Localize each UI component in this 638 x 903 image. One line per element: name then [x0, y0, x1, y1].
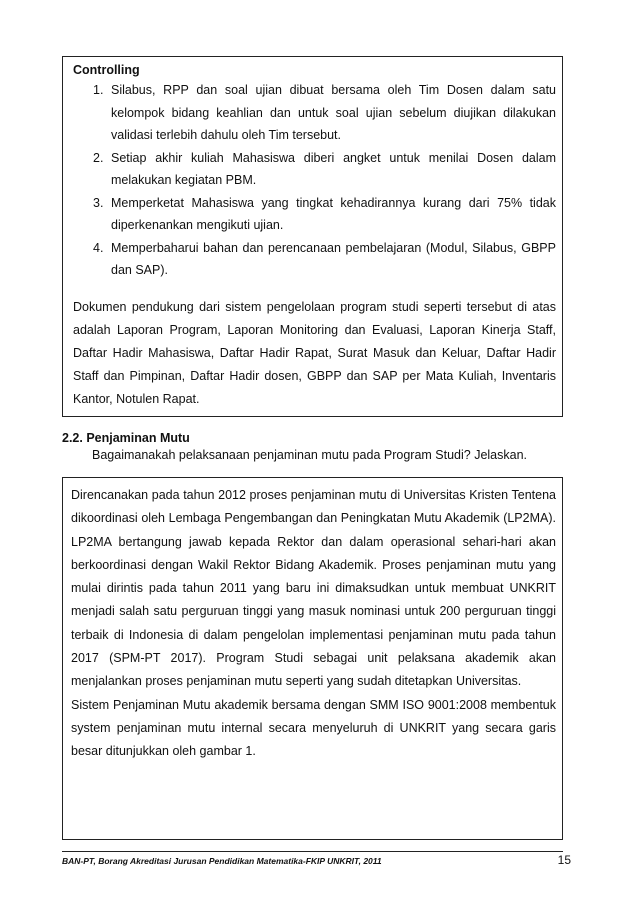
section-question: Bagaimanakah pelaksanaan penjaminan mutu pada Program Studi? Jelaskan.	[92, 448, 528, 462]
section-title: 2.2. Penjaminan Mutu	[62, 431, 190, 445]
supporting-documents-paragraph: Dokumen pendukung dari sistem pengelolaan program studi seperti tersebut di atas adalah Laporan Program, Laporan Monitoring dan Evaluasi, Laporan Kinerja Staff, Daftar Hadir Mahasiswa, Daftar Hadir Rapat, Surat Masuk dan Keluar, Daftar Hadir Staff dan Pimpinan, Daftar Hadir dosen, GBPP dan SAP per Mata Kuliah, Inventaris Kantor, Notulen Rapat.	[73, 299, 556, 406]
list-item	[93, 192, 556, 237]
answer-box	[62, 477, 563, 840]
page-footer	[62, 851, 571, 867]
list-item	[93, 237, 556, 282]
controlling-list	[73, 79, 556, 282]
page-number: 15	[557, 853, 571, 867]
list-item-number: 1.	[93, 83, 104, 97]
footer-text: BAN-PT, Borang Akreditasi Jurusan Pendidikan Matematika-FKIP UNKRIT, 2011	[62, 856, 382, 866]
list-item-text: Memperketat Mahasiswa yang tingkat kehadirannya kurang dari 75% tidak diperkenankan mengikuti ujian.	[111, 195, 556, 232]
controlling-heading: Controlling	[73, 63, 140, 77]
list-item	[93, 147, 556, 192]
list-item	[93, 79, 556, 147]
list-item-text: Silabus, RPP dan soal ujian dibuat bersama oleh Tim Dosen dalam satu kelompok bidang keahlian dan untuk soal ujian sebelum diujikan dilakukan validasi terlebih dahulu oleh Tim tersebut.	[111, 83, 556, 142]
list-item-number: 3.	[93, 195, 104, 210]
list-item-number: 2.	[93, 150, 104, 165]
list-item-text: Setiap akhir kuliah Mahasiswa diberi angket untuk menilai Dosen dalam melakukan kegiatan PBM.	[111, 150, 556, 187]
list-item-number: 4.	[93, 240, 104, 255]
controlling-box	[62, 56, 563, 417]
answer-paragraph-2: Sistem Penjaminan Mutu akademik bersama dengan SMM ISO 9001:2008 membentuk system penjaminan mutu internal secara menyeluruh di UNKRIT yang secara garis besar ditunjukkan oleh gambar 1.	[71, 697, 556, 759]
answer-paragraph-1: Direncanakan pada tahun 2012 proses penjaminan mutu di Universitas Kristen Tentena dikoordinasi oleh Lembaga Pengembangan dan Peningkatan Mutu Akademik (LP2MA). LP2MA bertangung jawab kepada Rektor dan dalam operasional sehari-hari akan berkoordinasi dengan Wakil Rektor Bidang Akademik. Proses penjaminan mutu yang mulai dirintis pada tahun 2011 yang baru ini dimaksudkan untuk membuat UNKRIT menjadi salah satu perguruan tinggi yang masuk nominasi untuk 200 perguruan tinggi terbaik di Indonesia di dalam pengelolan implementasi penjaminan mutu pada tahun 2017 (SPM-PT 2017). Program Studi sebagai unit pelaksana akademik akan menjalankan proses penjaminan mutu seperti yang sudah ditetapkan Universitas.	[71, 488, 556, 689]
list-item-text: Memperbaharui bahan dan perencanaan pembelajaran (Modul, Silabus, GBPP dan SAP).	[111, 240, 556, 277]
